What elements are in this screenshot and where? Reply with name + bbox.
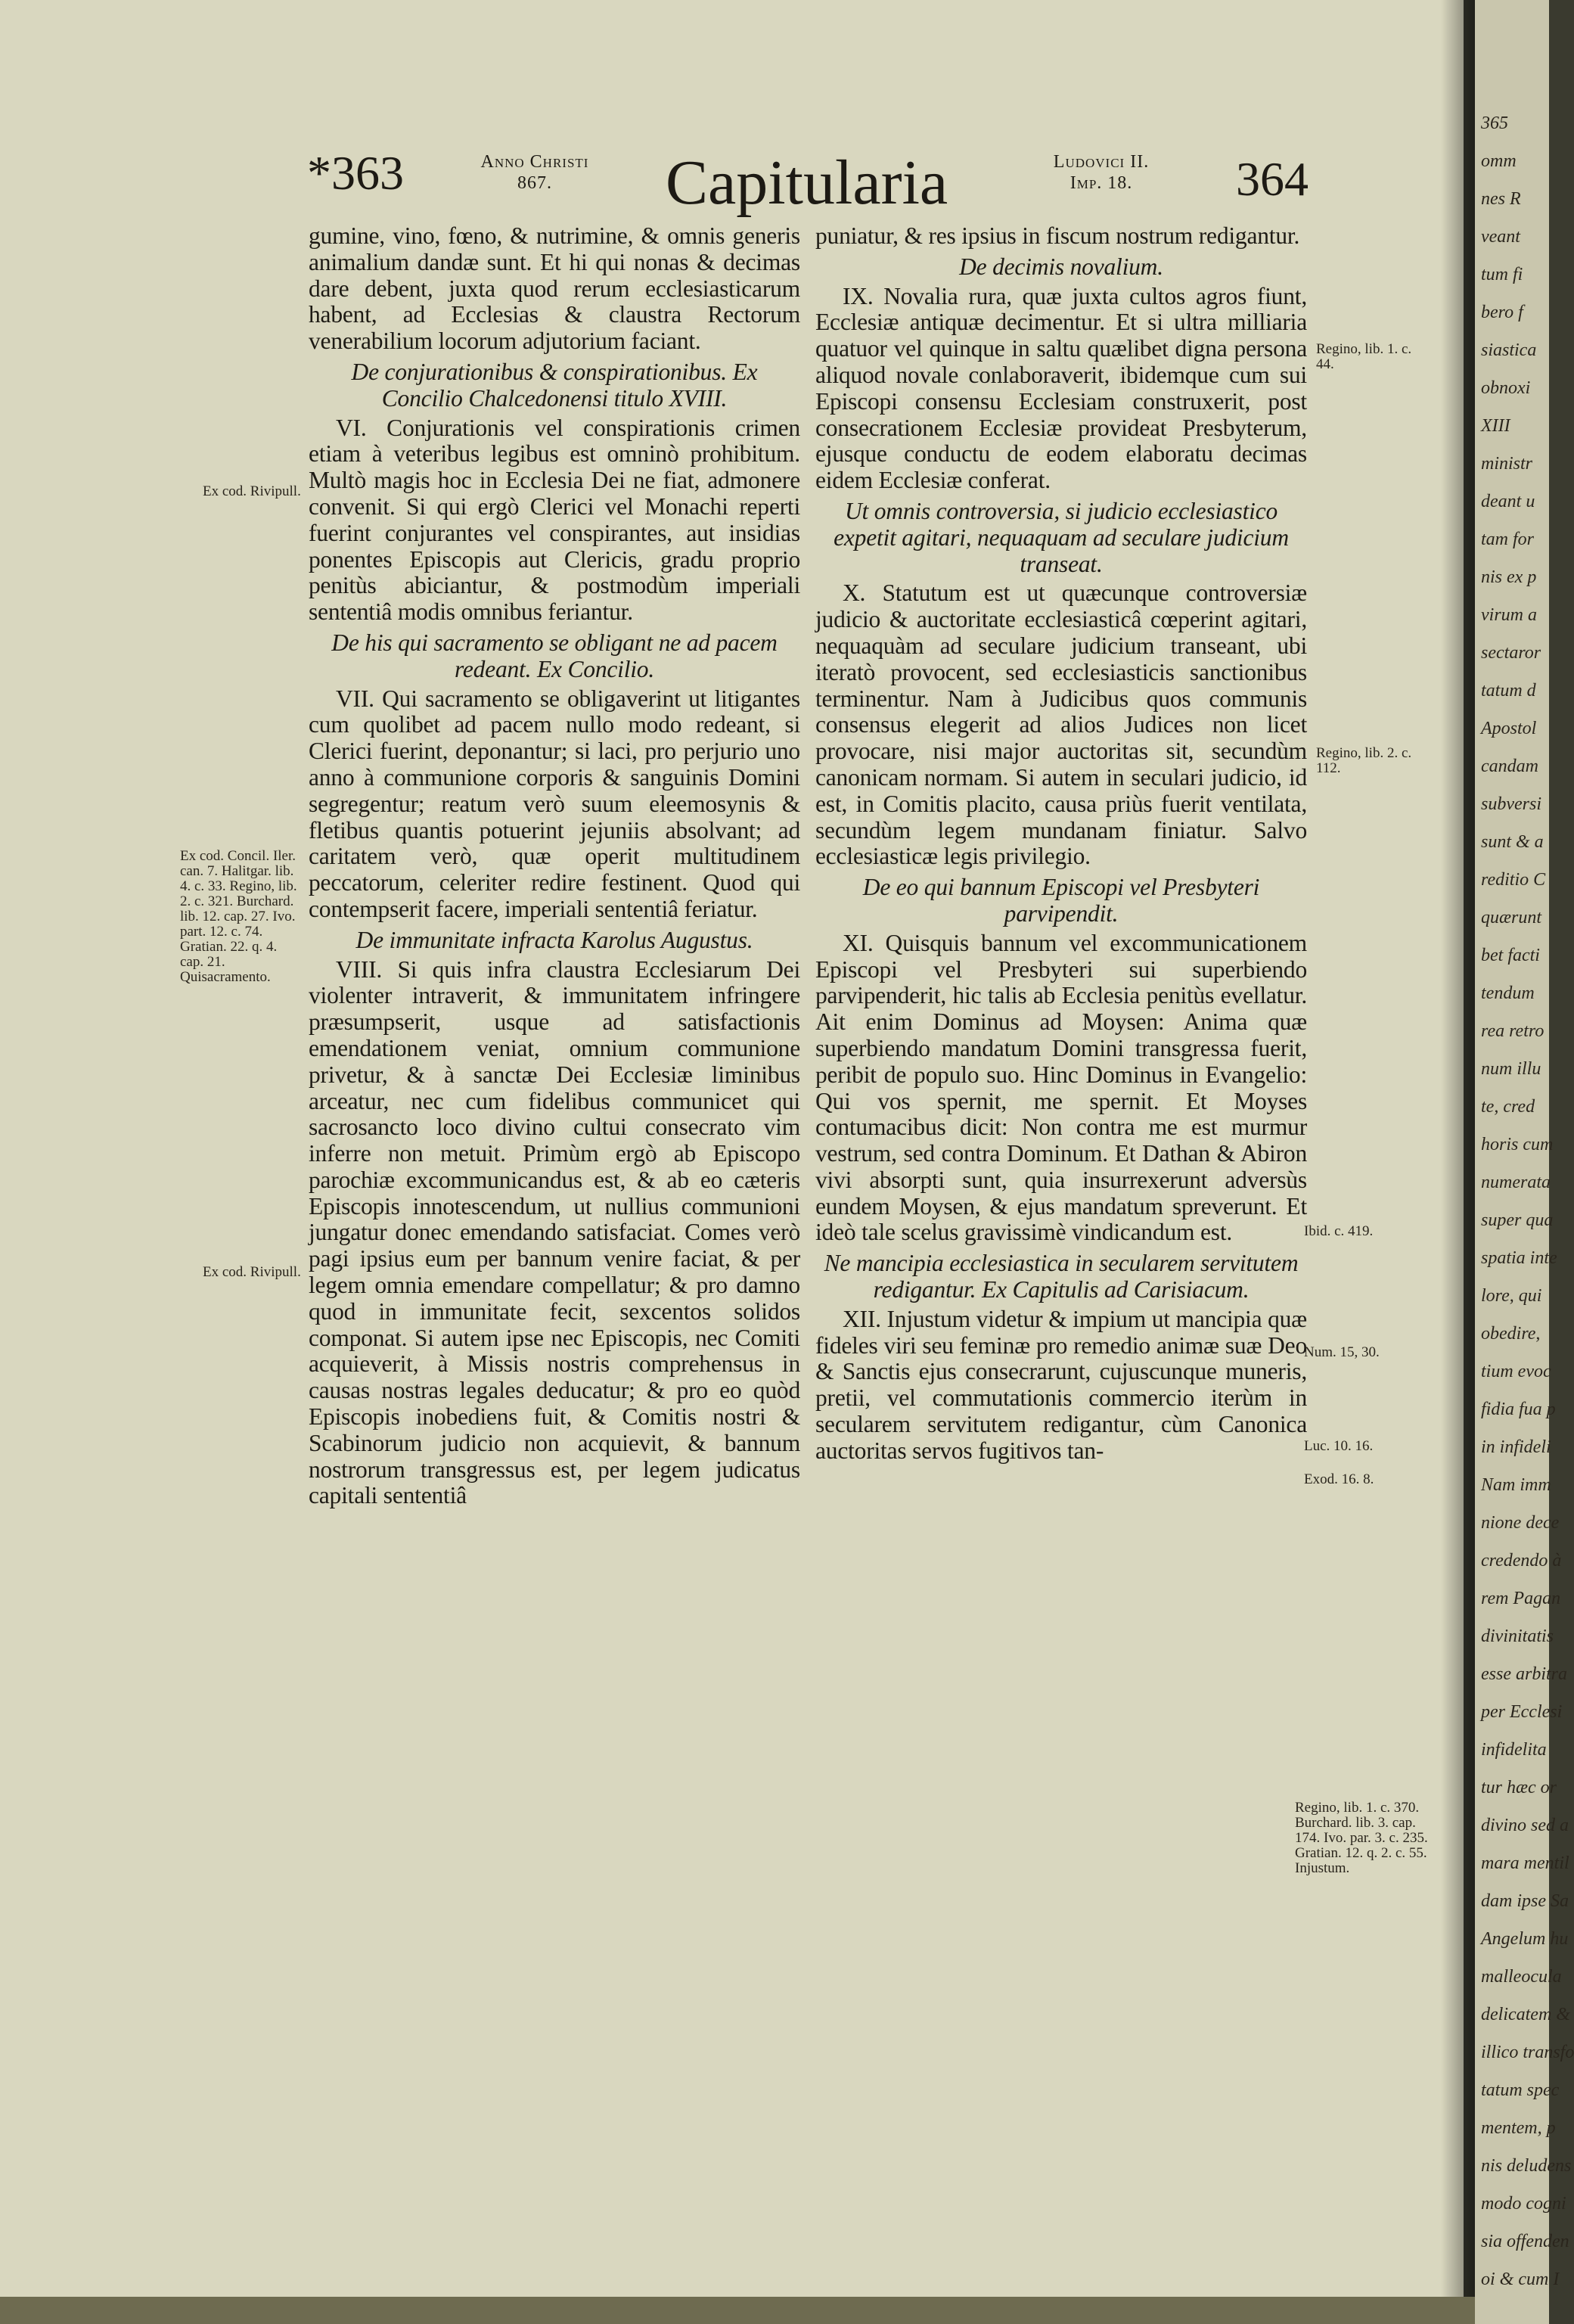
facing-page-fragment: per Ecclesi: [1481, 1702, 1563, 1722]
facing-page-fragment: rem Pagan: [1481, 1589, 1561, 1608]
facing-page-fragment: tium evoc: [1481, 1362, 1551, 1381]
facing-page-fragment: subversi: [1481, 794, 1541, 814]
facing-page-fragment: XIII: [1481, 416, 1510, 436]
right-margin-note: Regino, lib. 2. c. 112.: [1316, 745, 1412, 776]
facing-page-fragment: rea retro: [1481, 1021, 1545, 1041]
right-page-number: 364: [1236, 152, 1309, 206]
ludovici-line-1: Ludovici II.: [1053, 152, 1150, 172]
facing-page-fragment: quærunt: [1481, 908, 1542, 927]
facing-page-fragment: mara mentil: [1481, 1853, 1569, 1873]
left-para-0: gumine, vino, fœno, & nutrimine, & omnis generis animalium dandæ sunt. Et hi qui nonas & decimas dare debent, juxta quod rerum ecclesiasticarum habent, ad Ecclesias & claustra Rectorum venerabilium locorum adjutorium faciant.: [309, 222, 800, 355]
facing-page-fragment: veant: [1481, 227, 1520, 247]
facing-page-fragment: obnoxi: [1481, 378, 1531, 398]
facing-page-fragment: tatum d: [1481, 681, 1536, 701]
facing-page-fragment: candam: [1481, 757, 1538, 776]
facing-page-fragment: divinitatis: [1481, 1626, 1554, 1646]
left-text-column: [309, 223, 800, 1509]
right-para-0: puniatur, & res ipsius in fiscum nostrum redigantur.: [815, 222, 1300, 249]
facing-page-fragment: divino sed a: [1481, 1816, 1569, 1835]
facing-page-fragment: omm: [1481, 151, 1517, 171]
left-heading-1: De conjurationibus & conspirationibus. Ex Concilio Chalcedonensi titulo XVIII.: [351, 358, 758, 412]
left-margin-note: Ex cod. Rivipull.: [203, 483, 301, 499]
facing-page-fragment: fidia fua p: [1481, 1400, 1556, 1419]
facing-page-fragment: nione dece: [1481, 1513, 1560, 1533]
facing-page-fragment: virum a: [1481, 605, 1537, 625]
left-para-4: VII. Qui sacramento se obligaverint ut litigantes cum quolibet ad pacem nullo modo redeant, si Clerici fuerint, deponantur; si laci, pro perjurio uno anno à communione corporis & sanguinis Domini segregentur; reatum verò suum eleemosynis & fletibus quantis potuerint jejuniis absolvant; ad caritatem verò, quæ operit multitudinem peccatorum, celeriter redire festinent. Quod qui contempserit facere, imperiali sententiâ feriatur.: [309, 685, 800, 922]
facing-page-fragment: te, cred: [1481, 1097, 1535, 1117]
left-page-number: *363: [307, 146, 404, 200]
anno-christi: [440, 151, 629, 194]
right-margin-note: Regino, lib. 1. c. 370. Burchard. lib. 3. cap. 174. Ivo. par. 3. c. 235. Gratian. 12. q. 2. c. 55. Injustum.: [1295, 1800, 1428, 1876]
facing-page-fragment: super qua: [1481, 1210, 1554, 1230]
left-heading-3: De his qui sacramento se obligant ne ad pacem redeant. Ex Concilio.: [331, 629, 778, 682]
right-heading-7: Ne mancipia ecclesiastica in secularem servitutem redigantur. Ex Capitulis ad Carisiacum.: [824, 1250, 1299, 1303]
facing-page-fragment: infidelita: [1481, 1740, 1547, 1760]
facing-page-fragment: siastica: [1481, 340, 1537, 360]
facing-page-fragment: Nam imm: [1481, 1475, 1551, 1495]
facing-page-fragment: esse arbitra: [1481, 1664, 1567, 1684]
facing-page-fragment: malleocula: [1481, 1967, 1562, 1987]
facing-page-fragment: tatum spec: [1481, 2080, 1560, 2100]
left-para-2: VI. Conjurationis vel conspirationis crimen etiam à veteribus legibus est omninò prohibitum. Multò magis hoc in Ecclesia Dei ne fiat, admonere convenit. Si qui ergò Clerici vel Monachi reperti fuerint conjurantes vel conspirantes, aut insidias ponentes Episcopis aut Clericis, gradu proprio penitùs abiciantur, & postmodùm imperiali sententiâ modis omnibus feriantur.: [309, 414, 800, 626]
facing-page-fragment: bero f: [1481, 303, 1523, 322]
right-para-4: X. Statutum est ut quæcunque controversiæ judicio & auctoritate ecclesiasticâ cœperint agitari, nequaquàm ad seculare judicium transeant, ubi iteratò provocent, sed ecclesiasticis sanctionibus terminentur. Nam à Judicibus quos communis consensus elegerit ad alios Judices non licet provocare, nisi major auctoritas sit, secundùm canonicam normam. Si autem in seculari judicio, id est, in Comitis placito, causa priùs fuerit ventilata, secundùm legem mundanam finiatur. Salvo ecclesiasticæ legis privilegio.: [815, 579, 1307, 870]
anno-line-1: Anno Christi: [480, 152, 589, 172]
facing-page-fragment: ministr: [1481, 454, 1533, 474]
facing-page-fragment: Apostol: [1481, 719, 1537, 738]
facing-page-fragment: sunt & a: [1481, 832, 1544, 852]
right-margin-note: Num. 15, 30.: [1304, 1344, 1380, 1360]
right-margin-note: Exod. 16. 8.: [1304, 1471, 1374, 1487]
facing-page-fragment: tum fi: [1481, 265, 1523, 284]
ludovici-line-2: Imp. 18.: [1070, 173, 1133, 193]
left-margin-note: Ex cod. Concil. Iler. can. 7. Halitgar. lib. 4. c. 33. Regino, lib. 2. c. 321. Burchard. lib. 12. cap. 27. Ivo. part. 12. c. 74. Gratian. 22. q. 4. cap. 21. Quisacramento.: [180, 848, 297, 985]
right-para-2: IX. Novalia rura, quæ juxta cultos agros fiunt, Ecclesiæ antiquæ decimentur. Et si ultra milliaria quatuor vel quinque in saltu quælibet digna persona aliquod novale conlaboraverit, ibidemque cum sui Episcopi consensu Ecclesiam construxerit, post consecrationem Ecclesiæ provideat Presbyterum, ejusque conductu de eodem elaboratu decimas eidem Ecclesiæ conferat.: [815, 282, 1307, 494]
facing-page-fragment: sectaror: [1481, 643, 1541, 663]
facing-page-fragment: tam for: [1481, 530, 1535, 549]
right-para-6: XI. Quisquis bannum vel excommunicationem Episcopi vel Presbyteri sui superbiendo parvipenderit, hic talis ab Ecclesia penitùs evellatur. Ait enim Dominus ad Moysen: Anima quæ superbiendo mandatum Domini transgressa fuerit, peribit de populo suo. Hinc Dominus in Evangelio: Qui vos spernit, me spernit. Et Moyses contumacibus dicit: Non contra me est murmur vestrum, sed contra Dominum. Et Dathan & Abiron vivi absorpti sunt, quia insurrexerunt adversùs eundem Moysen, & ejus mandatum spreverunt. Et ideò tale scelus gravissimè vindicandum est.: [815, 929, 1307, 1246]
facing-page-fragment: lore, qui: [1481, 1286, 1542, 1306]
right-heading-1: De decimis novalium.: [959, 253, 1163, 280]
facing-page-fragment: credendo à: [1481, 1551, 1562, 1571]
right-margin-note: Ibid. c. 419.: [1304, 1223, 1374, 1239]
left-margin-note: Ex cod. Rivipull.: [203, 1264, 301, 1280]
facing-page-fragment: nis deludens: [1481, 2156, 1572, 2176]
facing-page-fragment: sia offenden: [1481, 2232, 1569, 2251]
facing-page-edge: [1475, 0, 1574, 2324]
book-spine-shadow: [1441, 0, 1475, 2324]
scan-bottom-edge: [0, 2297, 1475, 2324]
facing-page-fragment: reditio C: [1481, 870, 1546, 890]
left-heading-5: De immunitate infracta Karolus Augustus.: [355, 926, 753, 953]
anno-line-2: 867.: [517, 173, 552, 193]
facing-page-fragment: spatia inte: [1481, 1248, 1557, 1268]
facing-page-fragment: illico transfo: [1481, 2043, 1574, 2062]
facing-page-fragment: nis ex p: [1481, 567, 1537, 587]
facing-page-fragment: delicatem &: [1481, 2005, 1570, 2024]
right-para-8: XII. Injustum videtur & impium ut mancipia quæ fideles viri seu feminæ pro remedio animæ suæ Deo & Sanctis ejus consecrarunt, cujuscunque muneris, pretii, vel commutationis commercio iterùm in secularem servitutem redigantur, cùm Canonica auctoritas servos fugitivos tan-: [815, 1305, 1307, 1464]
facing-page-fragment: mentem, p: [1481, 2118, 1556, 2138]
facing-page-fragment: obedire,: [1481, 1324, 1541, 1344]
facing-page-fragment: nes R: [1481, 189, 1521, 209]
right-heading-5: De eo qui bannum Episcopi vel Presbyteri parvipendit.: [862, 874, 1260, 927]
ludovici-imp: [1011, 151, 1192, 194]
right-heading-3: Ut omnis controversia, si judicio ecclesiastico expetit agitari, nequaquam ad seculare judicium transeat.: [834, 497, 1289, 577]
facing-page-fragment: oi & cum I: [1481, 2270, 1560, 2289]
facing-page-fragment: tur hæc or: [1481, 1778, 1557, 1797]
facing-page-fragment: numerata: [1481, 1173, 1551, 1192]
facing-page-fragment: dam ipse Sa: [1481, 1891, 1569, 1911]
facing-page-fragment: Angelum hu: [1481, 1929, 1569, 1949]
facing-page-fragment: 365: [1481, 113, 1508, 133]
facing-page-fragment: bet facti: [1481, 946, 1540, 965]
right-margin-note: Regino, lib. 1. c. 44.: [1316, 341, 1412, 372]
running-title: Capitularia: [666, 148, 948, 218]
facing-page-fragment: num illu: [1481, 1059, 1541, 1079]
right-margin-note: Luc. 10. 16.: [1304, 1438, 1374, 1454]
left-para-6: VIII. Si quis infra claustra Ecclesiarum Dei violenter intraverit, & immunitatem infringere præsumpserit, usque ad satisfactionis emendationem veniat, omnium communione privetur, & à sanctæ Dei Ecclesiæ liminibus arceatur, nec cum fidelibus communicet qui sacrosancto loco divino cultui consecrato vim inferre non metuit. Primùm ergò ab Episcopo parochiæ excommunicandus est, & ab eo cæteris Episcopis innotescendum, ut nullius communioni jungatur donec emendando satisfaciat. Comes verò pagi ipsius eum per bannum venire faciat, & per legem omnia emendare compellatur; & pro damno quod in immunitate fecit, sexcentos solidos componat. Si autem ipse nec Episcopis, nec Comiti acquieverit, à Missis nostris comprehensus in causas nostras legales deducatur; & pro eo quòd Episcopis inobediens fuit, & Comitis nostri & Scabinorum judicio non acquievit, & bannum nostrorum transgressus est, per legem judicatus capitali sententiâ: [309, 955, 800, 1509]
facing-page-fragment: tendum: [1481, 983, 1535, 1003]
right-text-column: [815, 223, 1307, 1465]
facing-page-fragment: in infideli: [1481, 1437, 1551, 1457]
facing-page-fragment: modo cogni: [1481, 2194, 1566, 2214]
facing-page-fragment: deant u: [1481, 492, 1535, 511]
facing-page-fragment: horis cum: [1481, 1135, 1554, 1154]
